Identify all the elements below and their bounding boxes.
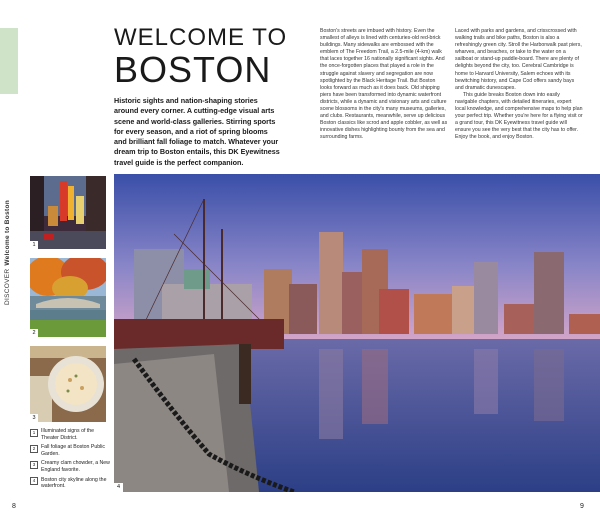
caption-item: 2 Fall foliage at Boston Public Garden. [30,444,110,457]
section-name: DISCOVER [4,268,11,306]
photo-number: 3 [30,414,38,422]
body-paragraph: This guide breaks Boston down into easily navigable chapters, with detailed itineraries, expert local knowledge, and comprehensive maps to help plan your perfect trip. Whether you're here for a flying visit or a grand tour, this DK Eyewitness travel guide will ensure you see the very best that the city has to offer. Enjoy the book, and enjoy Boston. [455,91,583,141]
section-tab [0,28,18,94]
intro-paragraph: Historic sights and nation-shaping stories around every corner. A cutting-edge visual arts scene and world-class galleries. Stirring sports for every season, and a riot of spring blooms and brilliant fall foliage to match. Whatever your dream trip to Boston entails, this DK Eyewitness travel guide is the perfect companion. [114,96,280,167]
page-title-line2: BOSTON [114,49,272,90]
caption-item: 3 Creamy clam chowder, a New England favorite. [30,460,110,473]
caption-item: 1 Illuminated signs of the Theater District. [30,428,110,441]
body-column-3 [455,28,583,142]
body-paragraph: Laced with parks and gardens, and crisscrossed with walking trails and bike paths, Boston is also a refreshingly green city. Stroll the Harborwalk past piers, wharves, and beaches, or take to the water on a sailboat or stand-up paddle-board. There are plenty of delights beyond the city, too. Cerebral Cambridge is home to Harvard University, Salem echoes with its bewitching history, and Cape Cod offers sandy bays and dramatic dunescapes. [455,28,582,91]
photo-captions [30,428,110,493]
page-title-line1: WELCOME TO [114,24,288,51]
photo-number: 1 [30,241,38,249]
photo-theater-district [30,176,106,249]
page-number-left: 8 [12,503,16,510]
photo-number: 2 [30,329,38,337]
section-label [4,200,11,305]
photo-number: 4 [114,483,123,492]
section-title: Welcome to Boston [4,200,11,266]
page-number-right: 9 [580,503,584,510]
photo-public-garden [30,258,106,337]
photo-clam-chowder [30,346,106,422]
body-column-2 [320,28,448,142]
body-paragraph: Boston's streets are imbued with history. Even the smallest of alleys is lined with centuries-old red-brick buildings. Many sidewalks are embossed with the emblem of The Freedom Trail, a 2.5-mile (4-km) walk that laces together 16 nationally significant sights. And the once-forgotten places that played a role in the struggle against slavery and segregation are now spotlighted by the Black Heritage Trail. But Boston looks forward as much as it does back. Old shipping piers have been transformed into dynamic waterfront districts, while a dynamic and visionary arts and culture scene blossoms in the city's many museums, galleries, and clubs. Restaurants, meanwhile, serve up delicious Boston classics like scrod and apple cobbler, as well as innovative dishes highlighting bounty from the sea and surrounding farms. [320,28,448,141]
caption-item: 4 Boston city skyline along the waterfront. [30,477,110,490]
photo-boston-skyline [114,174,600,492]
